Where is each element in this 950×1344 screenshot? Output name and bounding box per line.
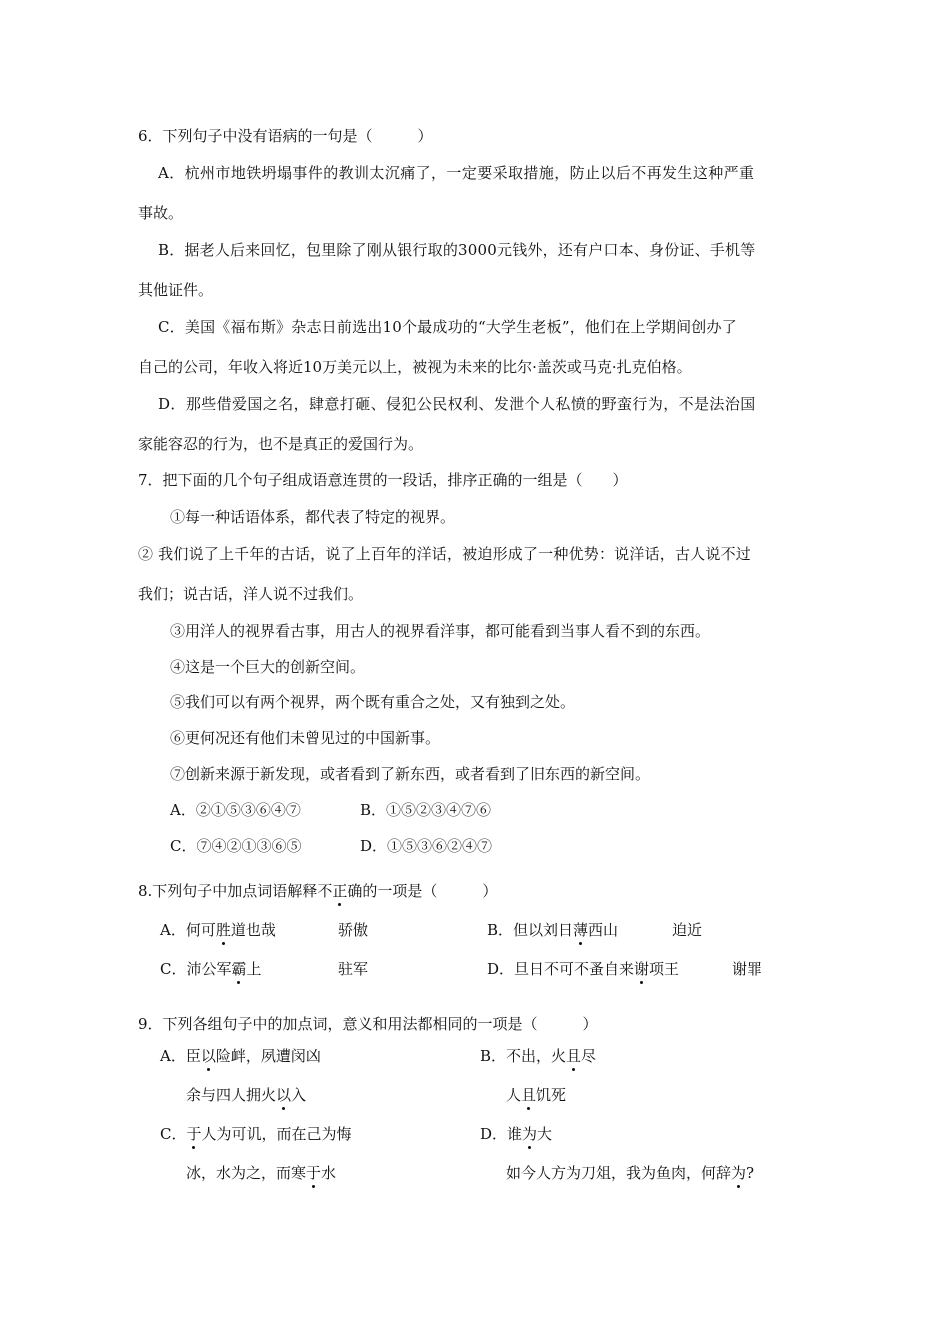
q8-c-dotted-word: 霸 — [231, 960, 247, 978]
q8-emphasis-not-correct: 不正确 — [317, 882, 363, 900]
q9-d2-dotted-word: 为 — [731, 1164, 747, 1182]
q9-c2-dotted-word: 于 — [306, 1164, 322, 1182]
q6-option-c-line1: C．美国《福布斯》杂志日前选出10个最成功的“大学生老板”，他们在上学期间创办了 — [158, 318, 737, 336]
q8-option-d-gloss: 谢罪 — [732, 960, 763, 978]
q6-option-d-line2: 家能容忍的行为，也不是真正的爱国行为。 — [138, 435, 424, 453]
q7-option-d: D．①⑤③⑥②④⑦ — [360, 837, 493, 855]
q6-option-b-line1: B．据老人后来回忆，包里除了刚从银行取的3000元钱外，还有户口本、身份证、手机等 — [158, 241, 756, 259]
q7-sentence-6: ⑥更何况还有他们未曾见过的中国新事。 — [170, 729, 441, 747]
q9-a1-dotted-word: 以 — [200, 1047, 216, 1065]
q7-sentence-5: ⑤我们可以有两个视界，两个既有重合之处，又有独到之处。 — [170, 693, 576, 711]
q6-stem: 6．下列句子中没有语病的一句是（ ） — [138, 127, 433, 145]
q9-option-b-line2: 人且饥死 — [506, 1086, 567, 1104]
q7-stem: 7．把下面的几个句子组成语意连贯的一段话，排序正确的一组是（ ） — [138, 471, 628, 489]
q9-stem: 9．下列各组句子中的加点词，意义和用法都相同的一项是（ ） — [138, 1015, 598, 1033]
q9-option-b-line1: B．不出，火且尽 — [480, 1047, 597, 1065]
q8-option-b-gloss: 迫近 — [672, 921, 703, 939]
q8-option-a: A．何可胜道也哉 — [160, 921, 276, 939]
q8-option-c-gloss: 驻军 — [338, 960, 369, 978]
q8-option-d: D．旦日不可不蚤自来谢项王 — [487, 960, 680, 978]
q7-sentence-3: ③用洋人的视界看古事，用古人的视界看洋事，都可能看到当事人看不到的东西。 — [170, 622, 711, 640]
q8-stem: 8.下列句子中加点词语解释不正确的一项是（ ） — [138, 882, 498, 900]
q9-option-d-line1: D．谁为大 — [480, 1125, 553, 1143]
q9-option-a-line1: A．臣以险衅，夙遭闵凶 — [160, 1047, 321, 1065]
q9-option-a-line2: 余与四人拥火以入 — [186, 1086, 307, 1104]
q8-option-c: C．沛公军霸上 — [160, 960, 262, 978]
q7-sentence-2-line1: ② 我们说了上千年的古话，说了上百年的洋话，被迫形成了一种优势：说洋话，古人说不过 — [138, 545, 751, 563]
q6-option-c-line2: 自己的公司，年收入将近10万美元以上，被视为未来的比尔·盖茨或马克·扎克伯格。 — [138, 358, 692, 376]
q8-a-dotted-word: 胜 — [215, 921, 231, 939]
q9-b1-dotted-word: 且 — [566, 1047, 582, 1065]
q6-option-a-line2: 事故。 — [138, 204, 184, 222]
q9-option-d-line2: 如今人方为刀俎，我为鱼肉，何辞为? — [506, 1164, 755, 1182]
q6-option-a-line1: A．杭州市地铁坍塌事件的教训太沉痛了，一定要采取措施，防止以后不再发生这种严重 — [158, 164, 755, 182]
q9-c1-dotted-word: 于 — [186, 1125, 202, 1143]
q7-sentence-2-line2: 我们；说古话，洋人说不过我们。 — [138, 585, 364, 603]
q8-option-a-gloss: 骄傲 — [338, 921, 369, 939]
q6-option-d-line1: D．那些借爱国之名，肆意打砸、侵犯公民权利、发泄个人私愤的野蛮行为，不是法治国 — [158, 395, 756, 413]
q7-option-c: C．⑦④②①③⑥⑤ — [170, 837, 302, 855]
q7-sentence-4: ④这是一个巨大的创新空间。 — [170, 658, 366, 676]
q8-d-dotted-word: 谢 — [634, 960, 650, 978]
q9-b2-dotted-word: 且 — [521, 1086, 537, 1104]
q7-sentence-7: ⑦创新来源于新发现，或者看到了新东西，或者看到了旧东西的新空间。 — [170, 765, 651, 783]
q9-option-c-line1: C．于人为可讥，而在己为悔 — [160, 1125, 352, 1143]
q9-d1-dotted-word: 为 — [522, 1125, 538, 1143]
q8-option-b: B．但以刘日薄西山 — [487, 921, 619, 939]
q9-a2-dotted-word: 以 — [276, 1086, 292, 1104]
q6-option-b-line2: 其他证件。 — [138, 281, 214, 299]
q8-b-dotted-word: 薄 — [573, 921, 589, 939]
q7-sentence-1: ①每一种话语体系，都代表了特定的视界。 — [170, 508, 456, 526]
q7-option-b: B．①⑤②③④⑦⑥ — [360, 801, 492, 819]
q9-option-c-line2: 冰，水为之，而寒于水 — [186, 1164, 337, 1182]
q7-option-a: A．②①⑤③⑥④⑦ — [170, 801, 301, 819]
